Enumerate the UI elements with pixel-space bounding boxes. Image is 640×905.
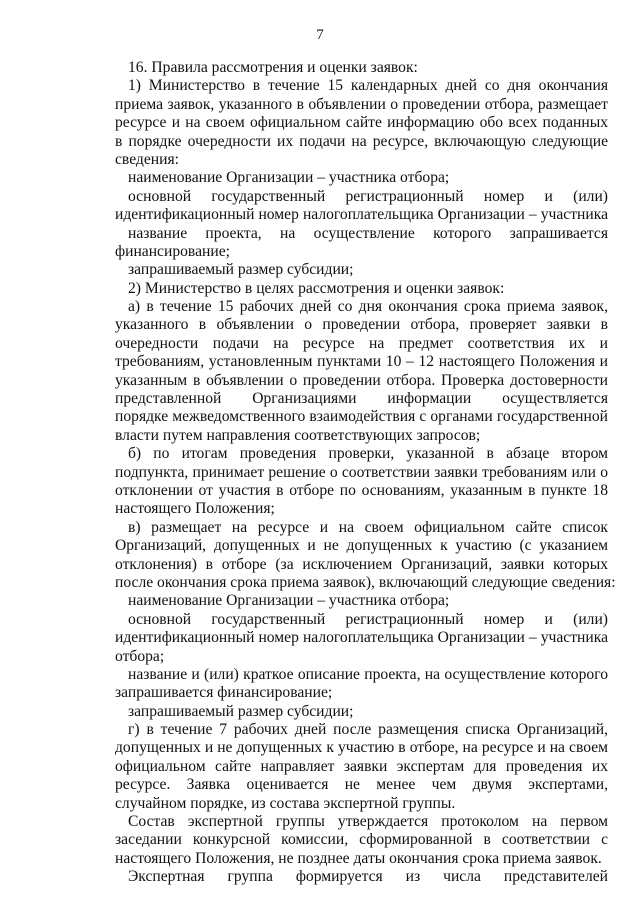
text-line: запрашиваемый размер субсидии; <box>128 261 354 279</box>
text-line: отклонении от участия в отборе по основаниям, указанным в пункте 18 <box>115 481 608 499</box>
text-line: случайном порядке, из состава экспертной группы. <box>115 794 456 812</box>
text-line: идентификационный номер налогоплательщика Организации – участника <box>115 206 608 224</box>
text-line: власти путем направления соответствующих запросов; <box>115 426 481 444</box>
text-line: запрашивается финансирование; <box>115 684 333 702</box>
text-line: приема заявок, указанного в объявлении о проведении отбора, размещает <box>115 95 608 113</box>
text-line: финансирование; <box>115 242 230 260</box>
page-number: 7 <box>316 27 324 43</box>
text-line: официальном сайте направляет заявки экспертам для проведения их <box>115 757 608 775</box>
text-line: г) в течение 7 рабочих дней после размещения списка Организаций, <box>128 721 608 739</box>
text-line: отклонения) в отборе (за исключением Организаций, заявки которых <box>115 555 608 573</box>
text-line: 2) Министерство в целях рассмотрения и оценки заявок: <box>128 279 505 297</box>
text-line: ресурсе. Заявка оценивается не менее чем двумя экспертами, <box>115 776 608 794</box>
text-line: указанного в объявлении о проведении отбора, проверяет заявки в <box>115 316 608 334</box>
text-line: а) в течение 15 рабочих дней со дня окончания срока приема заявок, <box>128 298 608 316</box>
text-line: подпункта, принимает решение о соответствии заявки требованиям или о <box>115 463 608 481</box>
text-line: основной государственный регистрационный номер и (или) <box>128 187 608 205</box>
text-line: наименование Организации – участника отбора; <box>128 169 450 187</box>
text-line: после окончания срока приема заявок), включающий следующие сведения: <box>115 573 616 591</box>
text-line: отбора; <box>115 647 165 665</box>
text-line: требованиям, установленным пунктами 10 – 12 настоящего Положения и <box>115 353 608 371</box>
text-line: порядке межведомственного взаимодействия с органами государственной <box>115 408 608 426</box>
text-line: настоящего Положения, не позднее даты окончания срока приема заявок. <box>115 849 602 867</box>
text-line: в) размещает на ресурсе и на своем официальном сайте список <box>128 518 608 536</box>
text-line: в порядке очередности их подачи на ресурсе, включающую следующие <box>115 132 608 150</box>
text-line: сведения: <box>115 150 179 168</box>
text-line: 1) Министерство в течение 15 календарных дней со дня окончания <box>128 77 608 95</box>
text-line: ресурсе и на своем официальном сайте информацию обо всех поданных <box>115 114 608 132</box>
text-line: запрашиваемый размер субсидии; <box>128 702 354 720</box>
text-line: 16. Правила рассмотрения и оценки заявок: <box>128 59 418 76</box>
text-line: Организаций, допущенных и не допущенных к участию (с указанием <box>115 537 608 555</box>
text-line: очередности подачи на ресурсе на предмет соответствия их и <box>115 334 608 352</box>
text-line: представленной Организациями информации осуществляется <box>115 390 608 408</box>
text-line: б) по итогам проведения проверки, указанной в абзаце втором <box>128 445 608 463</box>
text-line: название проекта, на осуществление которого запрашивается <box>128 224 608 242</box>
text-line: идентификационный номер налогоплательщика Организации – участника <box>115 629 608 647</box>
text-line: наименование Организации – участника отбора; <box>128 592 450 610</box>
text-line: Состав экспертной группы утверждается протоколом на первом <box>128 813 608 831</box>
text-line: Экспертная группа формируется из числа представителей <box>128 868 608 886</box>
text-line: название и (или) краткое описание проекта, на осуществление которого <box>128 665 608 683</box>
document-body <box>115 59 616 887</box>
text-line: заседании конкурсной комиссии, сформированной в соответствии с <box>115 831 608 849</box>
text-line: основной государственный регистрационный номер и (или) <box>128 610 608 628</box>
text-line: настоящего Положения; <box>115 500 275 518</box>
text-line: указанным в объявлении о проведении отбора. Проверка достоверности <box>115 371 608 389</box>
text-line: допущенных и не допущенных к участию в отборе, на ресурсе и на своем <box>115 739 608 757</box>
